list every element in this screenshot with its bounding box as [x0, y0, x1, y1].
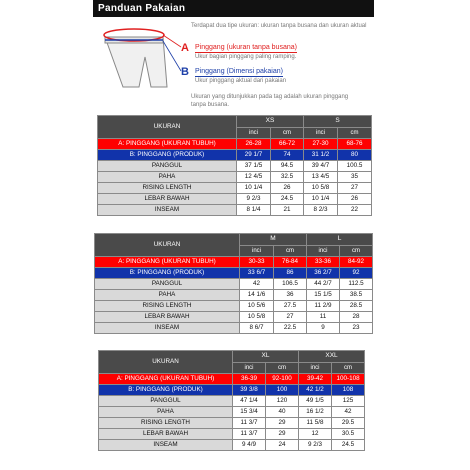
row-label: RISING LENGTH: [98, 183, 237, 194]
size-guide-illustration-panel: [93, 17, 374, 114]
cell-value: 92-100: [266, 374, 299, 385]
cell-value: 32.5: [271, 172, 304, 183]
cell-value: 36: [274, 290, 307, 301]
size-header: XXL: [299, 351, 365, 363]
row-label: A: PINGGANG (UKURAN TUBUH): [99, 374, 233, 385]
cell-value: 100-108: [332, 374, 365, 385]
unit-header: cm: [338, 127, 372, 139]
size-table-xl-xxl: [98, 350, 365, 451]
cell-value: 22: [338, 205, 372, 216]
cell-value: 28.5: [340, 301, 373, 312]
row-label: PAHA: [99, 407, 233, 418]
cell-value: 33-36: [307, 257, 340, 268]
cell-value: 120: [266, 396, 299, 407]
cell-value: 28: [340, 312, 373, 323]
cell-value: 24: [266, 440, 299, 451]
size-label-header: UKURAN: [95, 234, 240, 257]
cell-value: 30.5: [332, 429, 365, 440]
cell-value: 9 2/3: [237, 194, 271, 205]
size-table-m-l: [94, 233, 373, 334]
cell-value: 74: [271, 150, 304, 161]
cell-value: 36-39: [233, 374, 266, 385]
cell-value: 100: [266, 385, 299, 396]
size-header: L: [307, 234, 373, 246]
cell-value: 29.5: [332, 418, 365, 429]
unit-header: cm: [332, 362, 365, 374]
table-row: [99, 440, 365, 451]
cell-value: 26: [338, 194, 372, 205]
unit-header: inci: [307, 245, 340, 257]
cell-value: 36 2/7: [307, 268, 340, 279]
cell-value: 27.5: [274, 301, 307, 312]
cell-value: 10 5/8: [240, 312, 274, 323]
cell-value: 84-92: [340, 257, 373, 268]
table-row: [98, 194, 372, 205]
table-row: [99, 418, 365, 429]
row-label: B: PINGGANG (PRODUK): [98, 150, 237, 161]
cell-value: 38.5: [340, 290, 373, 301]
cell-value: 76-84: [274, 257, 307, 268]
unit-header: inci: [237, 127, 271, 139]
cell-value: 11 3/7: [233, 418, 266, 429]
cell-value: 42 1/2: [299, 385, 332, 396]
cell-value: 125: [332, 396, 365, 407]
unit-header: cm: [274, 245, 307, 257]
cell-value: 10 1/4: [237, 183, 271, 194]
cell-value: 26-28: [237, 139, 271, 150]
cell-value: 92: [340, 268, 373, 279]
row-label: B: PINGGANG (PRODUK): [99, 385, 233, 396]
row-label: INSEAM: [98, 205, 237, 216]
row-label: A: PINGGANG (UKURAN TUBUH): [95, 257, 240, 268]
cell-value: 27: [274, 312, 307, 323]
size-header: XL: [233, 351, 299, 363]
row-label: B: PINGGANG (PRODUK): [95, 268, 240, 279]
cell-value: 8 2/3: [304, 205, 338, 216]
cell-value: 42: [332, 407, 365, 418]
row-label: PANGGUL: [99, 396, 233, 407]
table-row: [95, 323, 373, 334]
cell-value: 26: [271, 183, 304, 194]
table-row: [95, 312, 373, 323]
row-label: PAHA: [98, 172, 237, 183]
row-label: LEBAR BAWAH: [99, 429, 233, 440]
table-row: [99, 429, 365, 440]
cell-value: 29: [266, 418, 299, 429]
cell-value: 49 1/5: [299, 396, 332, 407]
cell-value: 21: [271, 205, 304, 216]
cell-value: 42: [240, 279, 274, 290]
cell-value: 9: [307, 323, 340, 334]
table-row: [95, 279, 373, 290]
cell-value: 30-33: [240, 257, 274, 268]
table-row: [98, 150, 372, 161]
cell-value: 12 4/5: [237, 172, 271, 183]
row-label: RISING LENGTH: [95, 301, 240, 312]
cell-value: 44 2/7: [307, 279, 340, 290]
table-row: [98, 161, 372, 172]
cell-value: 39 3/8: [233, 385, 266, 396]
cell-value: 10 1/4: [304, 194, 338, 205]
cell-value: 14 1/6: [240, 290, 274, 301]
cell-value: 80: [338, 150, 372, 161]
cell-value: 13 4/5: [304, 172, 338, 183]
table-row: [95, 301, 373, 312]
row-label: A: PINGGANG (UKURAN TUBUH): [98, 139, 237, 150]
cell-value: 106.5: [274, 279, 307, 290]
cell-value: 37 1/5: [237, 161, 271, 172]
unit-header: cm: [271, 127, 304, 139]
marker-b-letter: B: [181, 66, 189, 78]
cell-value: 24.5: [332, 440, 365, 451]
cell-value: 9 2/3: [299, 440, 332, 451]
marker-a-title: Pinggang (ukuran tanpa busana): [195, 44, 297, 51]
row-label: PAHA: [95, 290, 240, 301]
row-label: PANGGUL: [98, 161, 237, 172]
marker-a-letter: A: [181, 42, 189, 54]
size-header: S: [304, 116, 372, 128]
table-row: [95, 290, 373, 301]
marker-b-description: Ukur pinggang aktual dari pakaian: [195, 78, 287, 84]
row-label: PANGGUL: [95, 279, 240, 290]
row-label: INSEAM: [95, 323, 240, 334]
cell-value: 9 4/9: [233, 440, 266, 451]
unit-header: inci: [233, 362, 266, 374]
unit-header: cm: [266, 362, 299, 374]
table-row: [95, 268, 373, 279]
size-label-header: UKURAN: [99, 351, 233, 374]
cell-value: 10 5/8: [304, 183, 338, 194]
cell-value: 22.5: [274, 323, 307, 334]
cell-value: 10 5/6: [240, 301, 274, 312]
table-row: [98, 183, 372, 194]
unit-header: inci: [240, 245, 274, 257]
cell-value: 47 1/4: [233, 396, 266, 407]
table-row: [98, 139, 372, 150]
cell-value: 24.5: [271, 194, 304, 205]
size-table-xs-s: [97, 115, 372, 216]
table-row: [95, 257, 373, 268]
marker-a-description: Ukur bagian pinggang paling ramping.: [195, 54, 297, 60]
cell-value: 15 3/4: [233, 407, 266, 418]
cell-value: 12: [299, 429, 332, 440]
cell-value: 29 1/7: [237, 150, 271, 161]
row-label: LEBAR BAWAH: [95, 312, 240, 323]
cell-value: 11: [307, 312, 340, 323]
cell-value: 86: [274, 268, 307, 279]
row-label: LEBAR BAWAH: [98, 194, 237, 205]
cell-value: 39-42: [299, 374, 332, 385]
cell-value: 31 1/2: [304, 150, 338, 161]
cell-value: 33 6/7: [240, 268, 274, 279]
cell-value: 112.5: [340, 279, 373, 290]
marker-b-title: Pinggang (Dimensi pakaian): [195, 68, 283, 75]
table-row: [99, 396, 365, 407]
table-row: [98, 172, 372, 183]
table-row: [99, 407, 365, 418]
cell-value: 11 3/7: [233, 429, 266, 440]
cell-value: 11 5/8: [299, 418, 332, 429]
cell-value: 8 1/4: [237, 205, 271, 216]
size-label-header: UKURAN: [98, 116, 237, 139]
cell-value: 15 1/5: [307, 290, 340, 301]
guide-intro-text: Terdapat dua tipe ukuran: ukuran tanpa busana dan ukuran aktual: [191, 23, 367, 29]
cell-value: 94.5: [271, 161, 304, 172]
cell-value: 100.5: [338, 161, 372, 172]
page-title: Panduan Pakaian: [93, 0, 374, 17]
size-header: XS: [237, 116, 304, 128]
cell-value: 29: [266, 429, 299, 440]
cell-value: 68-76: [338, 139, 372, 150]
table-row: [98, 205, 372, 216]
table-row: [99, 374, 365, 385]
cell-value: 40: [266, 407, 299, 418]
table-row: [99, 385, 365, 396]
unit-header: cm: [340, 245, 373, 257]
cell-value: 27: [338, 183, 372, 194]
unit-header: inci: [299, 362, 332, 374]
cell-value: 108: [332, 385, 365, 396]
row-label: RISING LENGTH: [99, 418, 233, 429]
row-label: INSEAM: [99, 440, 233, 451]
cell-value: 11 2/9: [307, 301, 340, 312]
cell-value: 27-30: [304, 139, 338, 150]
guide-note-text: Ukuran yang ditunjukkan pada tag adalah ukuran pinggang tanpa busana.: [191, 94, 349, 108]
cell-value: 23: [340, 323, 373, 334]
size-header: M: [240, 234, 307, 246]
cell-value: 8 6/7: [240, 323, 274, 334]
cell-value: 16 1/2: [299, 407, 332, 418]
cell-value: 39 4/7: [304, 161, 338, 172]
unit-header: inci: [304, 127, 338, 139]
cell-value: 66-72: [271, 139, 304, 150]
cell-value: 35: [338, 172, 372, 183]
